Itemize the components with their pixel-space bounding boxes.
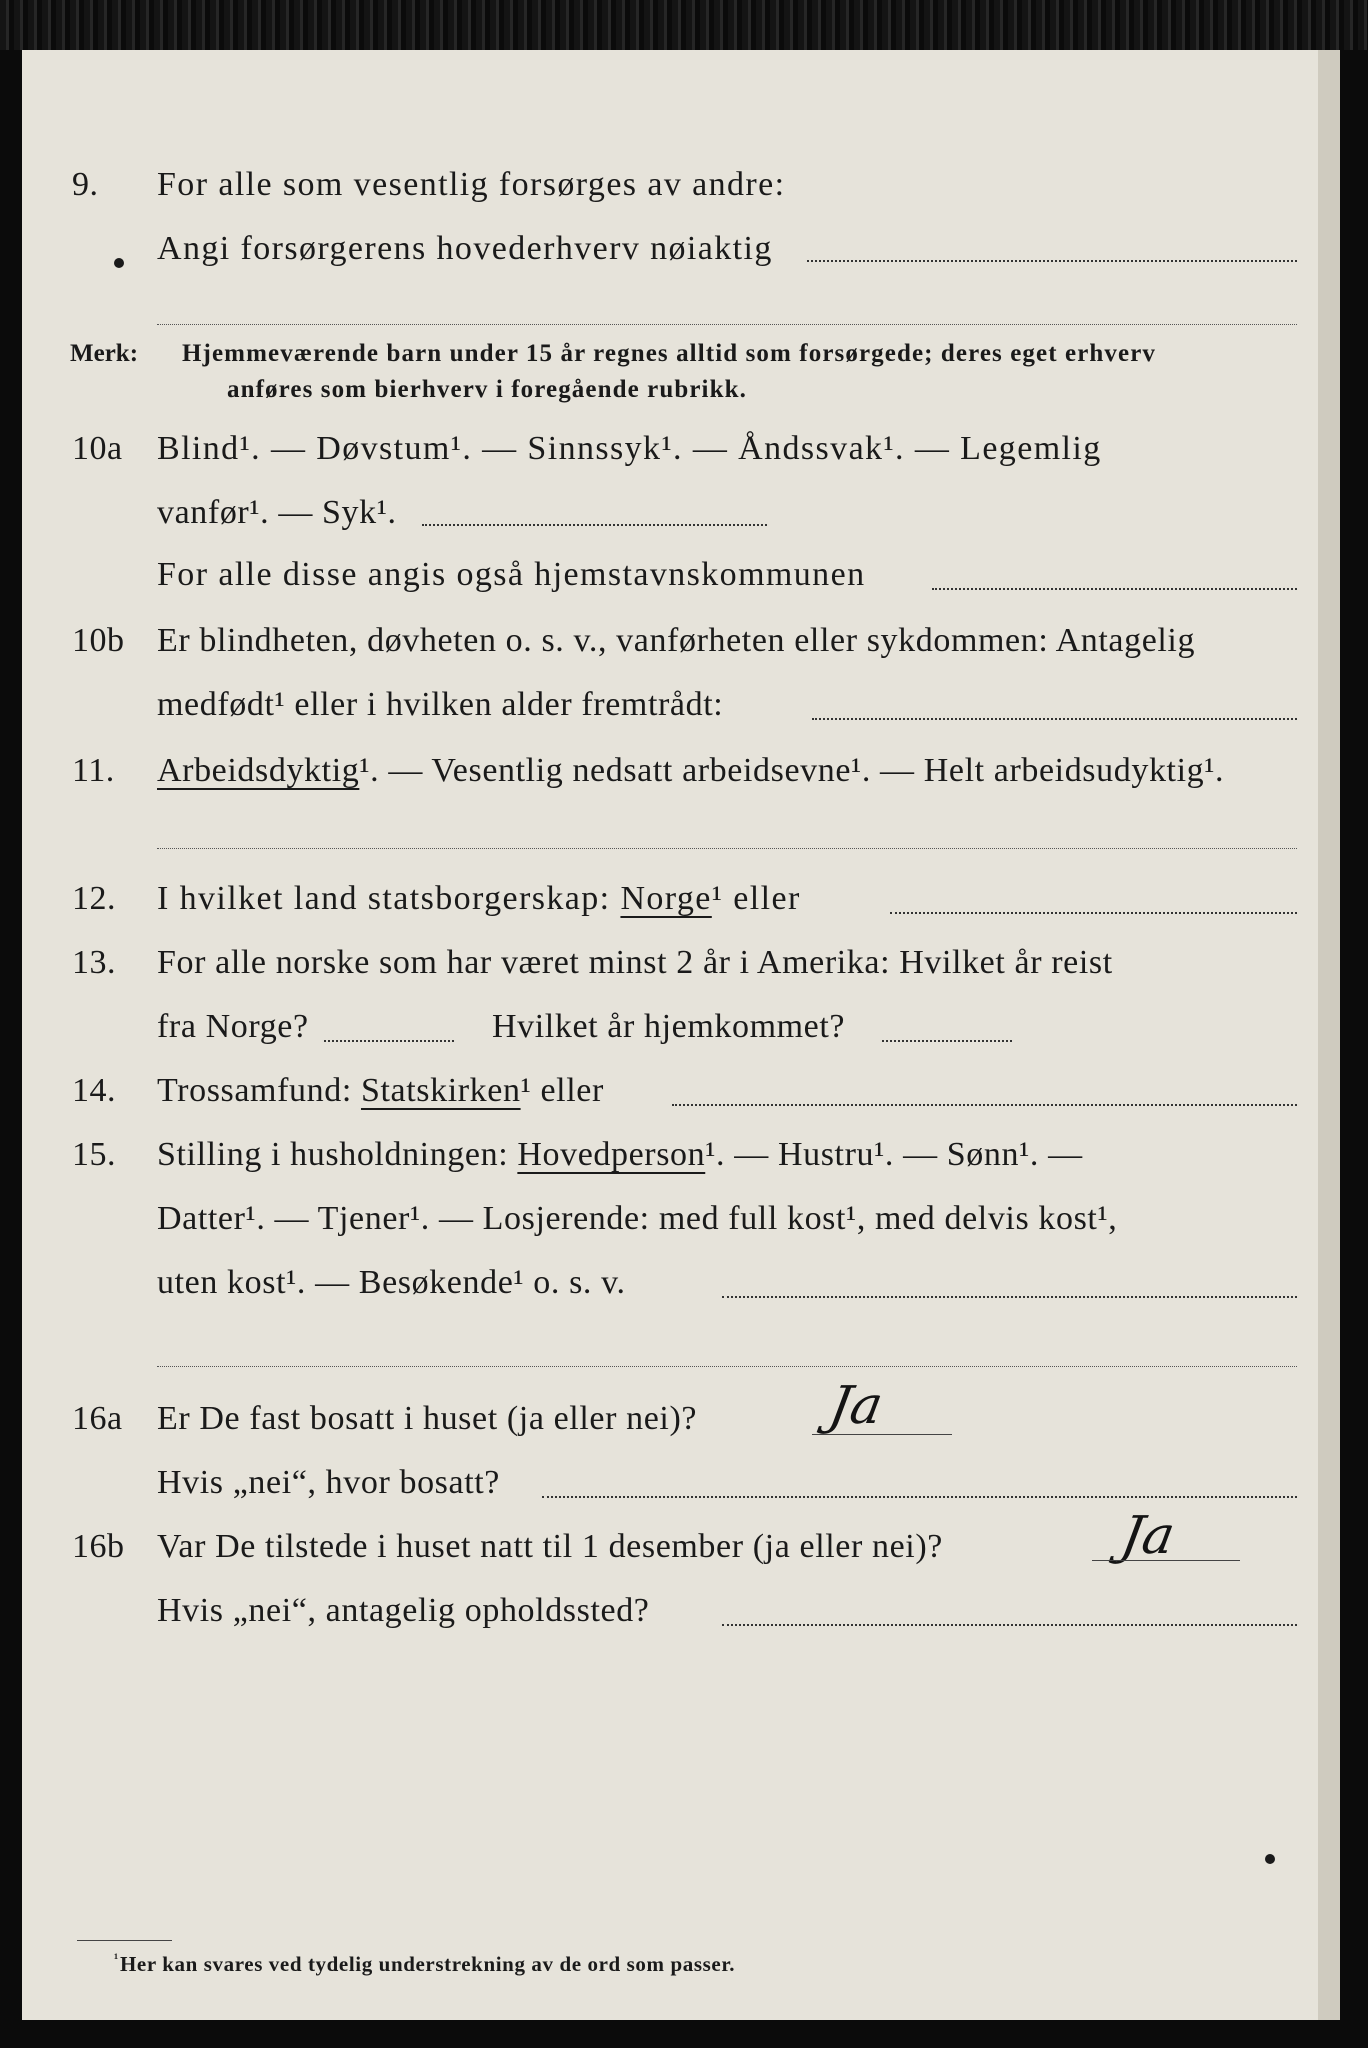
q12-text: I hvilket land statsborgerskap: Norge¹ eller — [157, 880, 801, 917]
q11-selected-option: Arbeidsdyktig — [157, 752, 360, 789]
q15-answer-line[interactable] — [722, 1296, 1297, 1298]
q16a-residence-line[interactable] — [542, 1496, 1297, 1498]
margin-dot — [1265, 1854, 1275, 1864]
merk-label: Merk: — [70, 340, 139, 367]
q13-line2a: fra Norge? — [157, 1008, 309, 1045]
q10a-line1: Blind¹. — Døvstum¹. — Sinnssyk¹. — Åndssvak¹. — Legemlig — [157, 430, 1102, 467]
q10b-line2: medfødt¹ eller i hvilken alder fremtrådt: — [157, 686, 724, 723]
q16b-answer-line[interactable] — [1092, 1560, 1240, 1561]
q14-text: Trossamfund: Statskirken¹ eller — [157, 1072, 604, 1109]
q16a-handwritten-answer: Ja — [824, 1376, 888, 1436]
q10a-line3: For alle disse angis også hjemstavnskommunen — [157, 556, 866, 593]
q10a-number: 10a — [72, 430, 123, 467]
q9-line2: Angi forsørgerens hovederhverv nøiaktig — [157, 230, 773, 267]
q11-extra-line[interactable] — [157, 848, 1297, 849]
q12-answer-line[interactable] — [890, 912, 1297, 914]
q16a-line1: Er De fast bosatt i huset (ja eller nei)? — [157, 1400, 698, 1437]
q16b-handwritten-answer: Ja — [1116, 1506, 1180, 1566]
q16a-answer-line[interactable] — [812, 1434, 952, 1435]
q13-line2b: Hvilket år hjemkommet? — [492, 1008, 846, 1045]
merk-line1: Hjemmeværende barn under 15 år regnes alltid som forsørgede; deres eget erhverv — [182, 340, 1156, 367]
q15-selected-option: Hovedperson — [517, 1136, 706, 1173]
q15-line2: Datter¹. — Tjener¹. — Losjerende: med full kost¹, med delvis kost¹, — [157, 1200, 1118, 1237]
q11-number: 11. — [72, 752, 115, 789]
q9-line1: For alle som vesentlig forsørges av andre: — [157, 166, 786, 203]
scan-edge — [0, 0, 1368, 50]
q16b-line1: Var De tilstede i huset natt til 1 desember (ja eller nei)? — [157, 1528, 943, 1565]
q14-answer-line[interactable] — [672, 1104, 1297, 1106]
q13-departure-line[interactable] — [324, 1040, 454, 1042]
q16b-number: 16b — [72, 1528, 125, 1565]
q12-number: 12. — [72, 880, 116, 917]
q9-number: 9. — [72, 166, 99, 203]
q16a-number: 16a — [72, 1400, 123, 1437]
footnote-rule — [77, 1940, 172, 1941]
q16a-line2: Hvis „nei“, hvor bosatt? — [157, 1464, 500, 1501]
q13-number: 13. — [72, 944, 116, 981]
footnote-mark: ¹ — [114, 1952, 119, 1967]
q16b-location-line[interactable] — [722, 1624, 1297, 1626]
census-form-sheet — [22, 50, 1340, 2020]
q9-extra-line[interactable] — [157, 324, 1297, 325]
q15-number: 15. — [72, 1136, 116, 1173]
q16b-line2: Hvis „nei“, antagelig opholdssted? — [157, 1592, 650, 1629]
q10a-hometown-line[interactable] — [932, 588, 1297, 590]
q12-selected-option: Norge — [620, 880, 712, 917]
footnote-text: Her kan svares ved tydelig understrekning av de ord som passer. — [120, 1952, 736, 1976]
q13-line1: For alle norske som har været minst 2 år i Amerika: Hvilket år reist — [157, 944, 1113, 981]
q9-answer-line[interactable] — [807, 260, 1297, 262]
merk-line2: anføres som bierhverv i foregående rubrikk. — [227, 376, 747, 403]
q11-rest: ¹. — Vesentlig nedsatt arbeidsevne¹. — Helt arbeidsudyktig¹. — [359, 752, 1225, 789]
margin-mark — [114, 258, 124, 268]
q14-selected-option: Statskirken — [360, 1072, 521, 1109]
q10a-line2: vanfør¹. — Syk¹. — [157, 494, 397, 531]
q14-number: 14. — [72, 1072, 116, 1109]
q10a-answer-line[interactable] — [422, 524, 767, 526]
q10b-answer-line[interactable] — [812, 718, 1297, 720]
q15-line1: Stilling i husholdningen: Hovedperson¹. — Hustru¹. — Sønn¹. — — [157, 1136, 1083, 1173]
q13-return-line[interactable] — [882, 1040, 1012, 1042]
q10b-number: 10b — [72, 622, 125, 659]
q15-extra-line[interactable] — [157, 1366, 1297, 1367]
q15-line3: uten kost¹. — Besøkende¹ o. s. v. — [157, 1264, 626, 1301]
q11-text — [157, 752, 1224, 790]
q10b-line1: Er blindheten, døvheten o. s. v., vanførheten eller sykdommen: Antagelig — [157, 622, 1196, 659]
